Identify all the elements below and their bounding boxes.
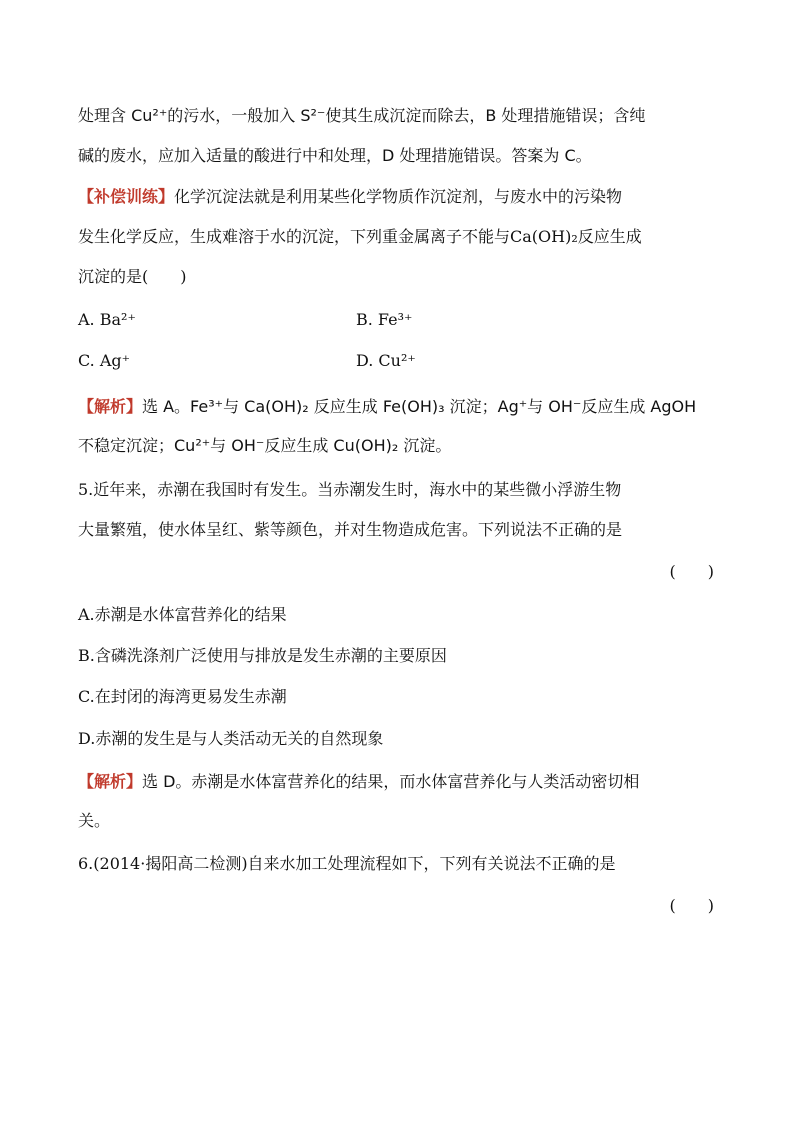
training-option-c: C. Ag⁺ <box>78 351 131 370</box>
q5-analysis-line-1: 【解析】选 D。赤潮是水体富营养化的结果，而水体富营养化与人类活动密切相 <box>78 772 640 791</box>
training-question-line-1: 【补偿训练】化学沉淀法就是利用某些化学物质作沉淀剂，与废水中的污染物 <box>78 187 623 206</box>
training-question-line-2: 发生化学反应，生成难溶于水的沉淀，下列重金属离子不能与Ca(OH)₂反应生成 <box>78 227 642 246</box>
training-options-row-2 <box>78 351 634 371</box>
q6-answer-blank: ( ) <box>669 896 714 915</box>
prev-analysis-line-2: 碱的废水，应加入适量的酸进行中和处理，D 处理措施错误。答案为 C。 <box>78 146 592 165</box>
training-analysis-line-1: 【解析】选 A。Fe³⁺与 Ca(OH)₂ 反应生成 Fe(OH)₃ 沉淀；Ag⁺与 OH⁻反应生成 AgOH <box>78 397 697 416</box>
training-option-b: B. Fe³⁺ <box>356 310 413 329</box>
training-tag: 【补偿训练】 <box>78 187 175 206</box>
q5-stem-line-2: 大量繁殖，使水体呈红、紫等颜色，并对生物造成危害。下列说法不正确的是 <box>78 520 623 539</box>
q5-option-d: D.赤潮的发生是与人类活动无关的自然现象 <box>78 729 384 748</box>
q5-analysis-line-2: 关。 <box>78 811 111 830</box>
q5-option-a: A.赤潮是水体富营养化的结果 <box>78 605 287 624</box>
q5-option-c: C.在封闭的海湾更易发生赤潮 <box>78 687 287 706</box>
q5-option-b: B.含磷洗涤剂广泛使用与排放是发生赤潮的主要原因 <box>78 646 447 665</box>
training-analysis-line-2: 不稳定沉淀；Cu²⁺与 OH⁻反应生成 Cu(OH)₂ 沉淀。 <box>78 436 452 455</box>
training-question-line-3: 沉淀的是( ) <box>78 267 187 286</box>
training-analysis-tag: 【解析】 <box>78 397 143 416</box>
q6-stem-line-1: 6.(2014·揭阳高二检测)自来水加工处理流程如下，下列有关说法不正确的是 <box>78 854 616 873</box>
training-option-d: D. Cu²⁺ <box>356 351 416 370</box>
q5-analysis-tag: 【解析】 <box>78 772 143 791</box>
training-option-a: A. Ba²⁺ <box>78 310 136 329</box>
training-options-row-1 <box>78 310 634 330</box>
prev-analysis-line-1: 处理含 Cu²⁺的污水，一般加入 S²⁻使其生成沉淀而除去，B 处理措施错误；含纯 <box>78 106 646 125</box>
q5-answer-blank: ( ) <box>669 562 714 581</box>
q5-stem-line-1: 5.近年来，赤潮在我国时有发生。当赤潮发生时，海水中的某些微小浮游生物 <box>78 480 622 499</box>
